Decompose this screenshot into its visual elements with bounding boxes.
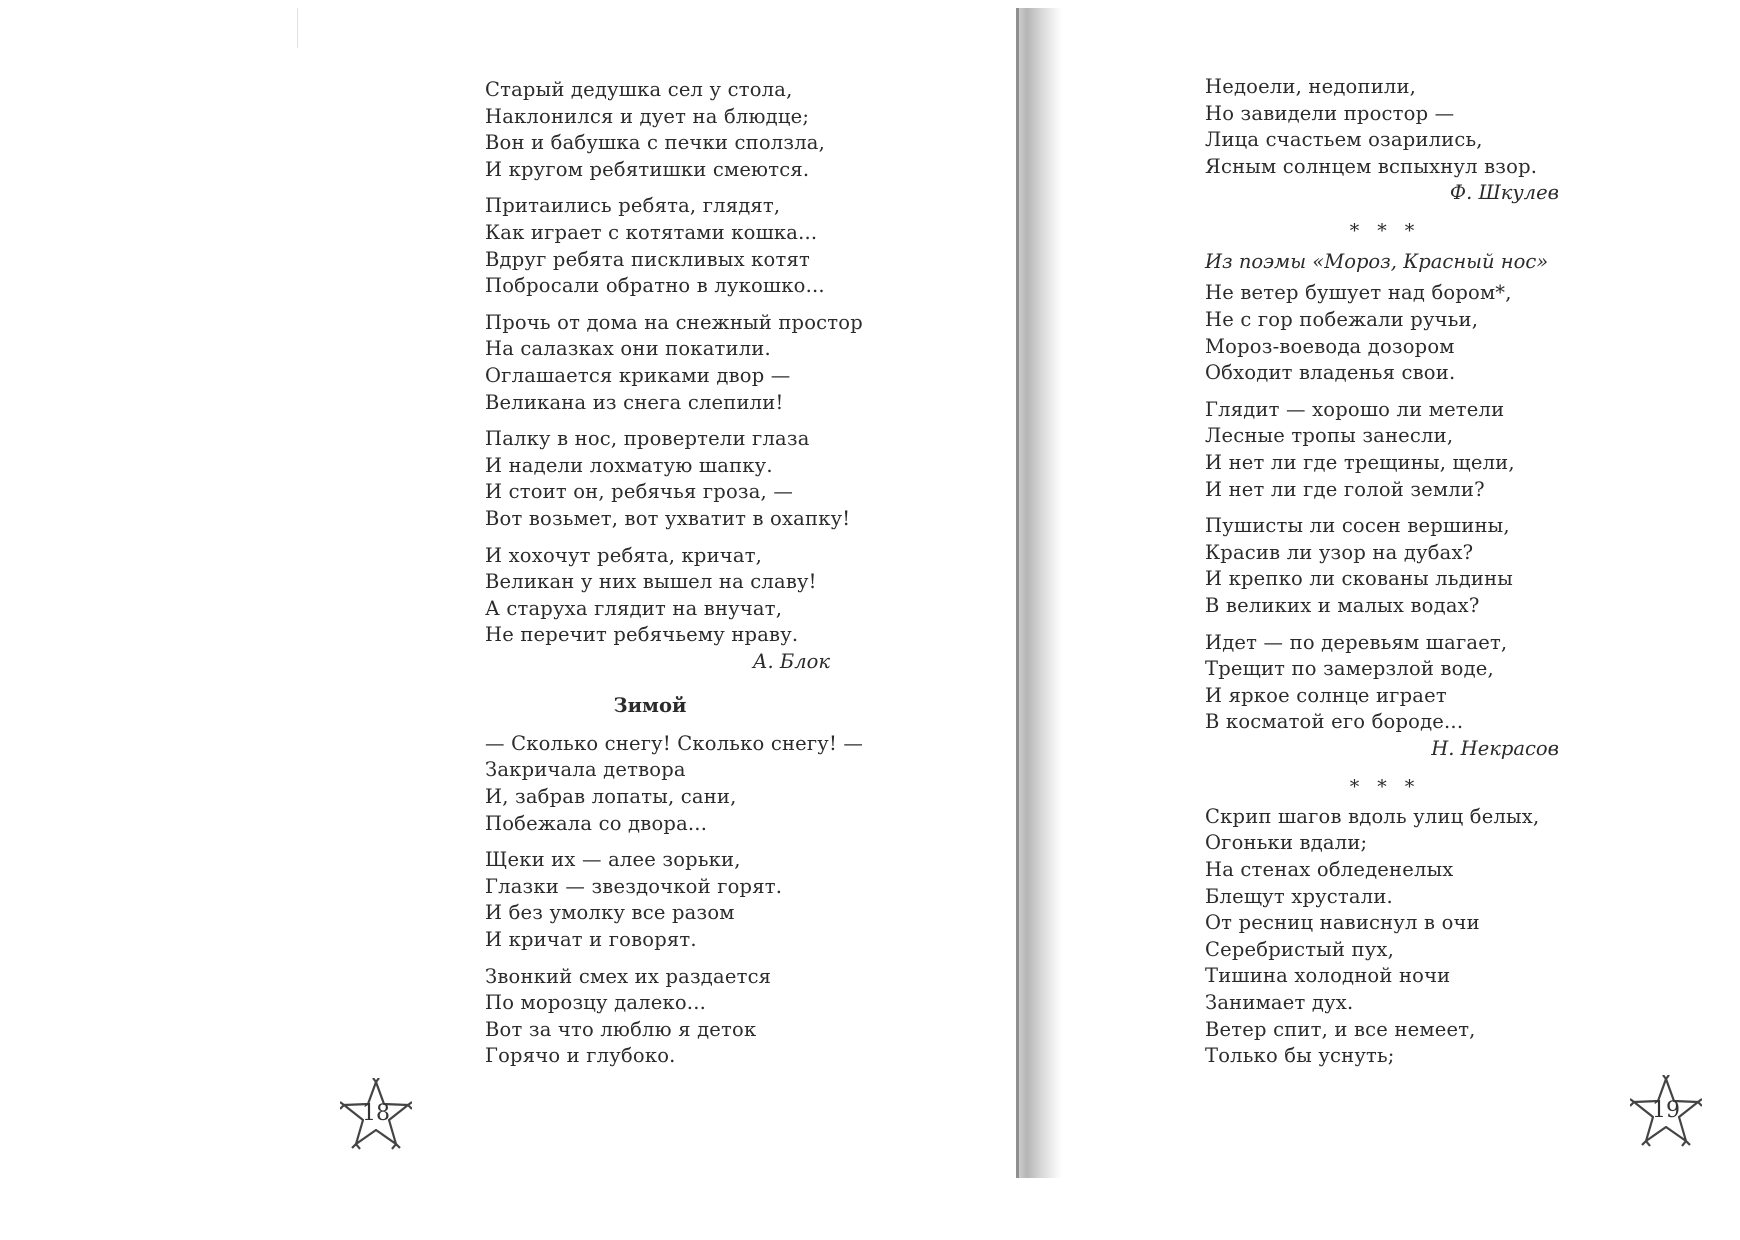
poem-line: Трещит по замерзлой воде, (1205, 657, 1494, 681)
separator-stars-2: * * * (1349, 775, 1421, 798)
poem-line: А старуха глядит на внучат, (485, 596, 783, 620)
poem-line: Горячо и глубоко. (485, 1044, 676, 1068)
poem-line: Но завидели простор — (1205, 101, 1455, 125)
poem-title-zimoi: Зимой (613, 693, 687, 717)
poem-line: Звонкий смех их раздается (485, 964, 772, 988)
poem-line: На стенах обледенелых (1205, 858, 1454, 882)
poem-line: Мороз-воевода дозором (1205, 334, 1455, 358)
stanza (1205, 804, 1635, 1070)
page-number-right: 19 (1652, 1098, 1680, 1123)
author-blok: А. Блок (752, 649, 830, 673)
poem-line: Великана из снега слепили! (485, 390, 784, 414)
poem-line: Побросали обратно в лукошко... (485, 274, 825, 298)
poem-line: И кричат и говорят. (485, 928, 697, 952)
left-page-text (485, 77, 925, 1070)
poem-zimoi-stanzas (485, 731, 925, 1070)
poem-line: Вот возьмет, вот ухватит в охапку! (485, 506, 851, 530)
poem-line: Глядит — хорошо ли метели (1205, 397, 1505, 421)
stanza (1205, 280, 1635, 386)
poem-line: И крепко ли скованы льдины (1205, 567, 1514, 591)
poem-line: Ясным солнцем вспыхнул взор. (1205, 154, 1538, 178)
author-shkulev: Ф. Шкулев (1449, 181, 1559, 205)
stanza (1205, 397, 1635, 503)
page-number-badge-right (1630, 1075, 1702, 1147)
poem-line: Блещут хрустали. (1205, 884, 1393, 908)
poem-line: Как играет с котятами кошка... (485, 220, 818, 244)
poem-line: Пушисты ли сосен вершины, (1205, 514, 1510, 538)
poem-line: Скрип шагов вдоль улиц белых, (1205, 804, 1540, 828)
stanza (485, 543, 925, 649)
poem-winter-night-stanzas (1205, 804, 1635, 1070)
poem-line: Не с гор побежали ручьи, (1205, 307, 1479, 331)
poem-line: Только бы уснуть; (1205, 1044, 1395, 1068)
stanza (485, 426, 925, 532)
poem-line: Серебристый пух, (1205, 937, 1394, 961)
poem-line: И надели лохматую шапку. (485, 453, 773, 477)
stanza (1205, 74, 1635, 180)
poem-line: Вон и бабушка с печки сползла, (485, 131, 826, 155)
poem-line: По морозцу далеко... (485, 991, 707, 1015)
poem-line: И яркое солнце играет (1205, 683, 1447, 707)
poem-line: Обходит владенья свои. (1205, 361, 1456, 385)
poem-line: Щеки их — алее зорьки, (485, 848, 741, 872)
poem-line: Лица счастьем озарились, (1205, 128, 1483, 152)
stanza (1205, 513, 1635, 619)
poem-subtitle-moroz: Из поэмы «Мороз, Красный нос» (1205, 250, 1549, 274)
poem-line: Тишина холодной ночи (1205, 964, 1451, 988)
poem-line: И, забрав лопаты, сани, (485, 785, 737, 809)
poem-line: На салазках они покатили. (485, 337, 771, 361)
poem-line: Огоньки вдали; (1205, 831, 1368, 855)
author-nekrasov: Н. Некрасов (1431, 736, 1559, 760)
poem-line: Не ветер бушует над бором*, (1205, 281, 1512, 305)
poem-line: И нет ли где голой земли? (1205, 477, 1485, 501)
poem-line: В косматой его бороде... (1205, 710, 1464, 734)
stanza (485, 847, 925, 953)
poem-line: И хохочут ребята, кричат, (485, 543, 763, 567)
poem-line: Лесные тропы занесли, (1205, 424, 1454, 448)
poem-line: Великан у них вышел на славу! (485, 570, 817, 594)
poem-line: Оглашается криками двор — (485, 363, 791, 387)
poem-line: Притаились ребята, глядят, (485, 194, 781, 218)
poem-line: Старый дедушка сел у стола, (485, 78, 793, 101)
poem-line: Идет — по деревьям шагает, (1205, 630, 1508, 654)
poem-line: Побежала со двора... (485, 811, 708, 835)
page-number-badge-left (340, 1078, 412, 1150)
poem-line: Вдруг ребята пискливых котят (485, 247, 810, 271)
poem-line: Палку в нос, провертели глаза (485, 427, 810, 451)
poem-line: Ветер спит, и все немеет, (1205, 1017, 1476, 1041)
stanza (485, 731, 925, 837)
poem-blok-stanzas (485, 77, 925, 649)
poem-line: От ресниц нависнул в очи (1205, 911, 1480, 935)
poem-line: Наклонился и дует на блюдце; (485, 104, 810, 128)
poem-line: И нет ли где трещины, щели, (1205, 450, 1515, 474)
poem-shkulev-stanzas (1205, 74, 1635, 180)
poem-line: Занимает дух. (1205, 991, 1354, 1015)
poem-line: — Сколько снегу! Сколько снегу! — (485, 731, 864, 755)
separator-stars-1: * * * (1349, 220, 1421, 243)
poem-line: Вот за что люблю я деток (485, 1017, 757, 1041)
stanza (1205, 630, 1635, 736)
poem-nekrasov-stanzas (1205, 280, 1635, 736)
poem-line: Недоели, недопили, (1205, 75, 1417, 98)
right-page-text (1205, 74, 1635, 1070)
poem-line: И без умолку все разом (485, 901, 735, 925)
poem-line: Закричала детвора (485, 758, 686, 782)
poem-line: Глазки — звездочкой горят. (485, 874, 783, 898)
stanza (485, 193, 925, 299)
stanza (485, 310, 925, 416)
page-number-left: 18 (362, 1101, 390, 1126)
stanza (485, 77, 925, 183)
poem-line: И стоит он, ребячья гроза, — (485, 480, 794, 504)
poem-line: В великих и малых водах? (1205, 593, 1480, 617)
poem-line: Не перечит ребячьему нраву. (485, 623, 799, 647)
poem-line: Красив ли узор на дубах? (1205, 540, 1474, 564)
poem-line: Прочь от дома на снежный простор (485, 310, 863, 334)
poem-line: И кругом ребятишки смеются. (485, 157, 810, 181)
stanza (485, 964, 925, 1070)
